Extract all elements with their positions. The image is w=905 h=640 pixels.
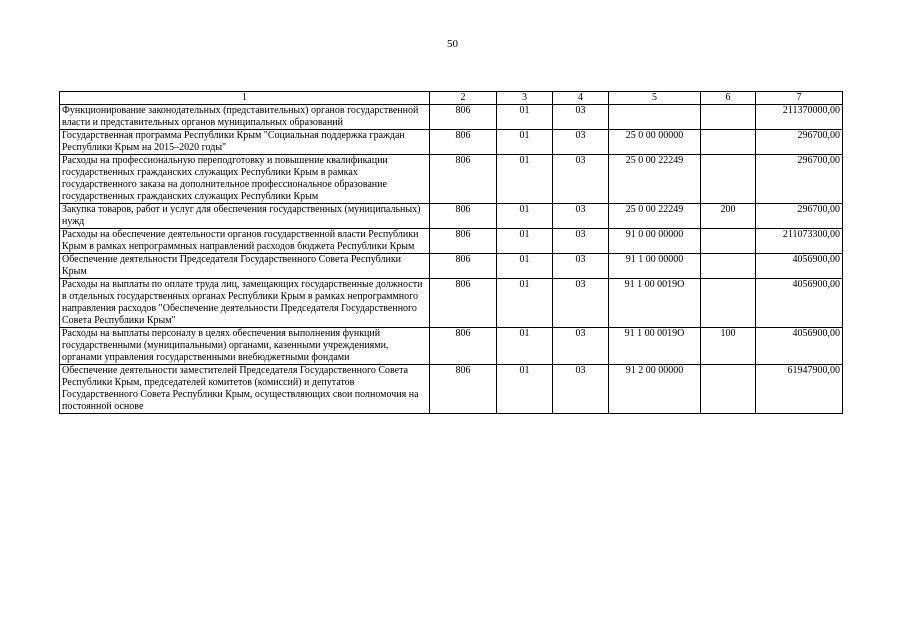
table-row <box>60 328 843 365</box>
column-header-1: 1 <box>60 92 430 105</box>
row-section-code: 01 <box>497 130 553 155</box>
row-section-code: 01 <box>497 105 553 130</box>
row-ministry-code: 806 <box>430 204 497 229</box>
row-target-code: 91 1 00 0019О <box>609 279 701 328</box>
row-expense-code <box>701 155 756 204</box>
row-expense-code <box>701 279 756 328</box>
row-expense-code <box>701 105 756 130</box>
row-name: Обеспечение деятельности заместителей Председателя Государственного Совета Республики Крым, председателей комитетов (комиссий) и депутатов Государственного Совета Республики Крым, осуществляющих свои полномочия на постоянной основе <box>60 365 430 414</box>
row-target-code: 91 1 00 00000 <box>609 254 701 279</box>
row-ministry-code: 806 <box>430 328 497 365</box>
column-header-2: 2 <box>430 92 497 105</box>
row-target-code: 91 1 00 0019О <box>609 328 701 365</box>
row-amount: 296700,00 <box>756 155 843 204</box>
row-amount: 4056900,00 <box>756 254 843 279</box>
row-target-code: 25 0 00 22249 <box>609 204 701 229</box>
table-row <box>60 279 843 328</box>
table-row <box>60 254 843 279</box>
column-header-5: 5 <box>609 92 701 105</box>
row-subsection-code: 03 <box>553 279 609 328</box>
column-header-3: 3 <box>497 92 553 105</box>
row-section-code: 01 <box>497 204 553 229</box>
row-ministry-code: 806 <box>430 155 497 204</box>
column-header-6: 6 <box>701 92 756 105</box>
row-section-code: 01 <box>497 328 553 365</box>
row-section-code: 01 <box>497 254 553 279</box>
row-amount: 61947900,00 <box>756 365 843 414</box>
row-section-code: 01 <box>497 229 553 254</box>
table-row <box>60 105 843 130</box>
row-ministry-code: 806 <box>430 229 497 254</box>
row-expense-code <box>701 254 756 279</box>
row-target-code: 25 0 00 22249 <box>609 155 701 204</box>
row-target-code: 91 2 00 00000 <box>609 365 701 414</box>
page-number: 50 <box>447 38 458 50</box>
column-header-7: 7 <box>756 92 843 105</box>
row-subsection-code: 03 <box>553 130 609 155</box>
row-amount: 211370000,00 <box>756 105 843 130</box>
row-name: Функционирование законодательных (представительных) органов государственной власти и представительных органов муниципальных образований <box>60 105 430 130</box>
table-row <box>60 204 843 229</box>
table-row <box>60 365 843 414</box>
row-amount: 211073300,00 <box>756 229 843 254</box>
row-ministry-code: 806 <box>430 279 497 328</box>
row-expense-code: 100 <box>701 328 756 365</box>
table-row <box>60 229 843 254</box>
row-subsection-code: 03 <box>553 105 609 130</box>
row-name: Расходы на обеспечение деятельности органов государственной власти Республики Крым в рамках непрограммных направлений расходов бюджета Республики Крым <box>60 229 430 254</box>
row-name: Расходы на выплаты персоналу в целях обеспечения выполнения функций государственными (муниципальными) органами, казенными учреждениями, органами управления государственными внебюджетными фондами <box>60 328 430 365</box>
row-name: Расходы на выплаты по оплате труда лиц, замещающих государственные должности в отдельных государственных органах Республики Крым в рамках непрограммного направления расходов "Обеспечение деятельности Председателя Государственного Совета Республики Крым" <box>60 279 430 328</box>
row-name: Расходы на профессиональную переподготовку и повышение квалификации государственных гражданских служащих Республики Крым в рамках государственного заказа на дополнительное профессиональное образование государственных гражданских служащих Республики Крым <box>60 155 430 204</box>
row-subsection-code: 03 <box>553 229 609 254</box>
row-expense-code: 200 <box>701 204 756 229</box>
row-expense-code <box>701 229 756 254</box>
row-subsection-code: 03 <box>553 254 609 279</box>
table-header-row <box>60 92 843 105</box>
row-name: Обеспечение деятельности Председателя Государственного Совета Республики Крым <box>60 254 430 279</box>
table-row <box>60 130 843 155</box>
row-amount: 296700,00 <box>756 130 843 155</box>
table-row <box>60 155 843 204</box>
row-target-code <box>609 105 701 130</box>
column-header-4: 4 <box>553 92 609 105</box>
row-subsection-code: 03 <box>553 155 609 204</box>
row-subsection-code: 03 <box>553 328 609 365</box>
row-name: Государственная программа Республики Крым "Социальная поддержка граждан Республики Крым на 2015–2020 годы" <box>60 130 430 155</box>
row-expense-code <box>701 130 756 155</box>
row-section-code: 01 <box>497 365 553 414</box>
row-ministry-code: 806 <box>430 254 497 279</box>
row-ministry-code: 806 <box>430 130 497 155</box>
row-subsection-code: 03 <box>553 365 609 414</box>
row-ministry-code: 806 <box>430 105 497 130</box>
row-amount: 4056900,00 <box>756 279 843 328</box>
row-subsection-code: 03 <box>553 204 609 229</box>
row-amount: 4056900,00 <box>756 328 843 365</box>
row-section-code: 01 <box>497 155 553 204</box>
budget-table <box>59 91 843 414</box>
row-ministry-code: 806 <box>430 365 497 414</box>
row-expense-code <box>701 365 756 414</box>
row-section-code: 01 <box>497 279 553 328</box>
row-name: Закупка товаров, работ и услуг для обеспечения государственных (муниципальных) нужд <box>60 204 430 229</box>
row-target-code: 25 0 00 00000 <box>609 130 701 155</box>
row-target-code: 91 0 00 00000 <box>609 229 701 254</box>
row-amount: 296700,00 <box>756 204 843 229</box>
